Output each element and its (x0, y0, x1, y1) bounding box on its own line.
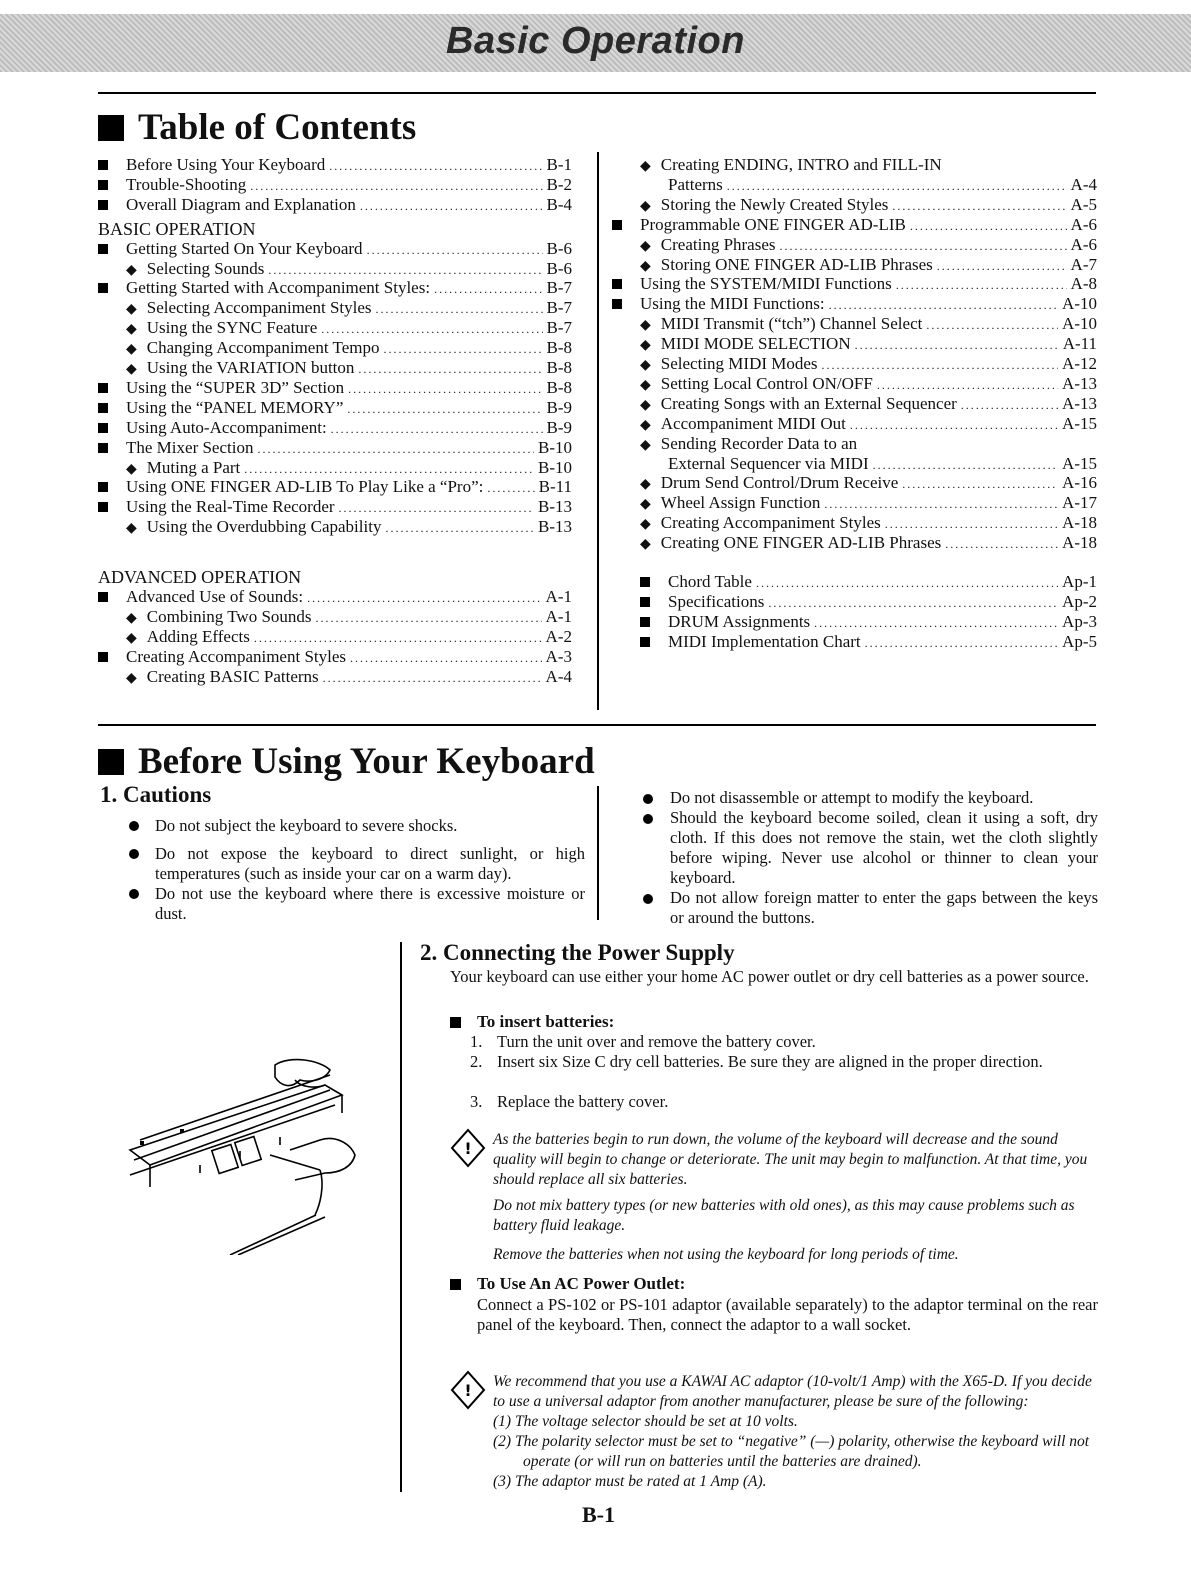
leader-dots (926, 318, 1058, 333)
toc-entry (126, 667, 572, 687)
square-bullet-icon (98, 423, 108, 433)
leader-dots (350, 651, 542, 666)
leader-dots (367, 243, 543, 258)
leader-dots (347, 402, 542, 417)
caution-left-1: Do not subject the keyboard to severe shocks. (155, 816, 458, 835)
leader-dots (945, 537, 1058, 552)
toc-page-ref: A-11 (1062, 334, 1097, 354)
toc-entry-text: Before Using Your Keyboard (126, 155, 326, 174)
battery-note-1: As the batteries begin to run down, the volume of the keyboard will decrease and the sound quality will begin to change or deteriorate. The unit may begin to malfunction. At that time, you should replace all six batteries. (493, 1131, 1088, 1188)
ac-item-1: (1) The voltage selector should be set at 10 volts. (493, 1413, 798, 1430)
caution-left-2: Do not expose the keyboard to direct sunlight, or high temperatures (such as inside your car on a warm day). (155, 844, 585, 883)
leader-dots (829, 298, 1058, 313)
warning-icon (450, 1128, 486, 1168)
toc-entry (640, 513, 1097, 533)
toc-page-ref: A-10 (1062, 294, 1097, 314)
toc-entry-text: Creating Phrases (660, 234, 776, 254)
toc-page-ref: B-8 (546, 377, 572, 397)
toc-entry-text: Using Auto-Accompaniment: (126, 417, 327, 437)
caution-right-3: Do not allow foreign matter to enter the gaps between the keys or around the buttons. (670, 888, 1098, 927)
toc-entry-text: Creating Songs with an External Sequencer (660, 393, 957, 413)
diamond-bullet-icon: ◆ (126, 630, 137, 646)
ac-item-3: (3) The adaptor must be rated at 1 Amp (A). (493, 1473, 767, 1490)
toc-entry-text: Selecting MIDI Modes (660, 354, 818, 373)
toc-page-ref: B-9 (546, 397, 572, 417)
leader-dots (358, 362, 542, 377)
diamond-bullet-icon: ◆ (126, 670, 137, 686)
batteries-heading (450, 1012, 614, 1032)
cautions-divider (597, 786, 599, 920)
toc-entry (640, 314, 1097, 334)
leader-dots (892, 199, 1066, 214)
toc-entry-text: Patterns (668, 174, 723, 194)
toc-entry-text: Accompaniment MIDI Out (660, 413, 846, 433)
battery-note-3: Remove the batteries when not using the keyboard for long periods of time. (493, 1246, 959, 1263)
toc-page-ref: B-10 (538, 457, 572, 477)
toc-entry-text: Creating ENDING, INTRO and FILL-IN (660, 155, 942, 174)
toc-entry (640, 592, 1097, 612)
toc-page-ref: B-13 (538, 517, 572, 537)
leader-dots (727, 179, 1067, 194)
bullet-dot-icon (129, 889, 139, 899)
power-intro: Your keyboard can use either your home AC power outlet or dry cell batteries as a power source. (450, 967, 1089, 986)
diamond-bullet-icon: ◆ (640, 258, 651, 274)
toc-entry-text: The Mixer Section (126, 437, 254, 457)
square-bullet-icon (98, 749, 124, 775)
diamond-bullet-icon: ◆ (640, 477, 651, 493)
toc-entry (126, 318, 572, 338)
toc-entry-text: Using ONE FINGER AD-LIB To Play Like a “Pro”: (126, 477, 484, 497)
toc-entry (668, 454, 1097, 474)
toc-entry (640, 632, 1097, 652)
toc-entry-text: Programmable ONE FINGER AD-LIB (640, 214, 906, 234)
toc-entry-text: Using the VARIATION button (146, 358, 355, 377)
toc-page-ref: A-17 (1062, 493, 1097, 513)
ac-item-2: (2) The polarity selector must be set to “negative” (—) polarity, otherwise the keyboard will not operate (or will run on batteries until the batteries are drained). (493, 1433, 1090, 1470)
square-bullet-icon (98, 443, 108, 453)
ac-heading-text: To Use An AC Power Outlet: (477, 1274, 686, 1293)
toc-page-ref: B-10 (538, 437, 572, 457)
bullet-dot-icon (129, 821, 139, 831)
diamond-bullet-icon: ◆ (126, 262, 137, 278)
toc-page-ref: B-7 (546, 318, 572, 338)
toc-page-ref: A-1 (545, 587, 572, 606)
leader-dots (268, 263, 542, 278)
toc-page-ref: A-6 (1070, 214, 1097, 234)
diamond-bullet-icon: ◆ (126, 362, 137, 377)
leader-dots (348, 382, 542, 397)
diamond-bullet-icon: ◆ (126, 610, 137, 626)
leader-dots (487, 481, 534, 496)
toc-page-ref: A-6 (1070, 234, 1097, 254)
square-bullet-icon (612, 279, 622, 289)
toc-page-ref: A-8 (1070, 274, 1097, 294)
toc-entry (640, 354, 1097, 374)
toc-entry (98, 477, 572, 497)
diamond-bullet-icon: ◆ (126, 521, 137, 537)
toc-entry (640, 374, 1097, 394)
battery-step-1: Turn the unit over and remove the battery cover. (497, 1032, 816, 1051)
toc-entry (98, 497, 572, 517)
toc-page-ref: B-7 (546, 278, 572, 298)
toc-entry-text: DRUM Assignments (668, 611, 811, 631)
diamond-bullet-icon: ◆ (640, 397, 651, 413)
toc-entry (98, 278, 572, 298)
toc-page-ref: Ap-2 (1062, 591, 1097, 611)
toc-page-ref: A-18 (1062, 513, 1097, 533)
toc-entry-text: Trouble-Shooting (126, 174, 247, 194)
toc-entry (98, 587, 572, 607)
leader-dots (768, 596, 1058, 611)
square-bullet-icon (98, 592, 108, 602)
toc-entry-text: Muting a Part (146, 457, 241, 477)
toc-entry-text: MIDI Transmit (“tch”) Channel Select (660, 314, 923, 334)
square-bullet-icon (640, 577, 650, 587)
header-rule (98, 92, 1096, 94)
square-bullet-icon (612, 220, 622, 230)
toc-entry-text: Overall Diagram and Explanation (126, 194, 356, 214)
header-title: Basic Operation (446, 20, 745, 62)
toc-entry-text: External Sequencer via MIDI (668, 453, 869, 473)
toc-entry (640, 493, 1097, 513)
diamond-bullet-icon: ◆ (640, 198, 651, 214)
leader-dots (434, 282, 542, 297)
square-bullet-icon (98, 383, 108, 393)
toc-entry-text: Using the “PANEL MEMORY” (126, 397, 344, 417)
toc-entry (98, 378, 572, 398)
square-bullet-icon (98, 244, 108, 254)
toc-entry-text: Using the Real-Time Recorder (126, 497, 335, 517)
leader-dots (814, 616, 1058, 631)
square-bullet-icon (98, 652, 108, 662)
square-bullet-icon (98, 403, 108, 413)
toc-page-ref: A-10 (1062, 314, 1097, 334)
toc-entry-text: Drum Send Control/Drum Receive (660, 473, 899, 493)
toc-entry (126, 458, 572, 478)
toc-page-ref: B-6 (546, 238, 572, 258)
toc-entry-text: Using the Overdubbing Capability (146, 517, 382, 537)
leader-dots (360, 199, 543, 214)
battery-step-number: 1. (470, 1032, 483, 1051)
toc-page-ref: A-4 (1070, 174, 1097, 194)
toc-page-ref: A-13 (1062, 393, 1097, 413)
toc-page-ref: B-4 (546, 194, 572, 214)
ac-heading (450, 1274, 685, 1294)
diamond-bullet-icon: ◆ (126, 342, 137, 358)
toc-entry-text: Selecting Sounds (146, 258, 265, 278)
square-bullet-icon (98, 160, 108, 170)
toc-page-ref: A-16 (1062, 473, 1097, 493)
toc-page-ref: A-3 (545, 646, 572, 666)
toc-page-ref: Ap-3 (1062, 611, 1097, 631)
diamond-bullet-icon: ◆ (640, 517, 651, 533)
toc-entry-text: Combining Two Sounds (146, 606, 312, 626)
toc-entry (126, 259, 572, 279)
toc-section-heading (98, 219, 256, 240)
toc-entry (640, 434, 1097, 454)
square-bullet-icon (612, 299, 622, 309)
diamond-bullet-icon: ◆ (640, 238, 651, 254)
toc-entry (126, 358, 572, 378)
toc-entry (98, 647, 572, 667)
toc-page-ref: A-13 (1062, 373, 1097, 393)
square-bullet-icon (98, 482, 108, 492)
toc-entry-text: Using the MIDI Functions: (640, 294, 825, 314)
toc-entry (98, 175, 572, 195)
toc-entry-text: Getting Started with Accompaniment Styles: (126, 278, 431, 298)
toc-entry (612, 274, 1097, 294)
leader-dots (254, 631, 542, 646)
leader-dots (937, 259, 1067, 274)
diamond-bullet-icon: ◆ (640, 437, 651, 453)
toc-entry-text: Storing ONE FINGER AD-LIB Phrases (660, 254, 933, 274)
toc-column-divider (597, 152, 599, 710)
diamond-bullet-icon: ◆ (640, 318, 651, 334)
battery-step-number: 2. (470, 1052, 483, 1071)
caution-left-3: Do not use the keyboard where there is excessive moisture or dust. (155, 884, 585, 923)
toc-entry (98, 418, 572, 438)
square-bullet-icon (98, 115, 124, 141)
toc-title-text: Table of Contents (138, 107, 417, 148)
square-bullet-icon (640, 617, 650, 627)
diamond-bullet-icon: ◆ (640, 358, 651, 373)
toc-page-ref: B-8 (546, 338, 572, 358)
leader-dots (756, 576, 1058, 591)
warning-icon (450, 1370, 486, 1410)
square-bullet-icon (98, 283, 108, 293)
toc-entry-text: Setting Local Control ON/OFF (660, 373, 873, 393)
toc-entry (640, 334, 1097, 354)
diamond-bullet-icon: ◆ (640, 497, 651, 513)
square-bullet-icon (98, 180, 108, 190)
toc-page-ref: B-9 (546, 417, 572, 437)
square-bullet-icon (450, 1279, 461, 1290)
toc-page-ref: B-2 (546, 174, 572, 194)
diamond-bullet-icon: ◆ (640, 417, 651, 433)
battery-step-2: Insert six Size C dry cell batteries. Be sure they are aligned in the proper direction. (497, 1052, 1043, 1071)
leader-dots (376, 302, 543, 317)
toc-entry (640, 235, 1097, 255)
leader-dots (961, 398, 1058, 413)
toc-entry (640, 414, 1097, 434)
toc-entry (126, 298, 572, 318)
toc-entry-text: Advanced Use of Sounds: (126, 587, 304, 606)
bullet-dot-icon (129, 849, 139, 859)
toc-section-heading (98, 567, 301, 588)
toc-entry-text: Using the SYSTEM/MIDI Functions (640, 274, 892, 294)
toc-page-ref: A-4 (545, 666, 572, 686)
leader-dots (257, 442, 534, 457)
toc-entry-text: Adding Effects (146, 626, 250, 646)
toc-page-ref: B-11 (538, 477, 572, 497)
toc-page-ref: Ap-5 (1062, 631, 1097, 651)
toc-page-ref: A-18 (1062, 533, 1097, 553)
bullet-dot-icon (643, 894, 653, 904)
toc-entry (668, 175, 1097, 195)
diamond-bullet-icon: ◆ (640, 537, 651, 553)
leader-dots (250, 179, 542, 194)
toc-page-ref: A-15 (1062, 413, 1097, 433)
leader-dots (307, 591, 541, 606)
battery-note-2: Do not mix battery types (or new batteries with old ones), as this may cause problems such as battery fluid leakage. (493, 1197, 1075, 1234)
batteries-heading-text: To insert batteries: (477, 1012, 615, 1031)
toc-title (98, 106, 416, 149)
toc-page-ref: B-1 (546, 155, 572, 174)
power-heading: 2. Connecting the Power Supply (420, 940, 735, 965)
leader-dots (865, 636, 1058, 651)
cautions-heading: 1. Cautions (100, 782, 212, 807)
toc-page-ref: Ap-1 (1062, 572, 1097, 591)
battery-step-3: Replace the battery cover. (497, 1092, 669, 1111)
toc-page-ref: B-13 (538, 497, 572, 517)
leader-dots (910, 219, 1067, 234)
section-rule (98, 724, 1096, 726)
toc-entry (612, 294, 1097, 314)
toc-page-ref: A-5 (1070, 194, 1097, 214)
toc-page-ref: A-12 (1062, 354, 1097, 373)
toc-entry (640, 155, 1097, 175)
toc-entry-text: Creating ONE FINGER AD-LIB Phrases (660, 533, 942, 553)
toc-entry-text: Sending Recorder Data to an (660, 433, 858, 453)
before-title (98, 740, 595, 783)
toc-entry-text: Getting Started On Your Keyboard (126, 238, 363, 258)
square-bullet-icon (640, 597, 650, 607)
power-divider (400, 942, 402, 1492)
diamond-bullet-icon: ◆ (126, 461, 137, 477)
toc-entry-text: Creating Accompaniment Styles (660, 513, 881, 533)
ac-note: We recommend that you use a KAWAI AC adaptor (10-volt/1 Amp) with the X65-D. If you decide to use a universal adaptor from another manufacturer, please be sure of the following: (493, 1373, 1092, 1410)
toc-entry (640, 394, 1097, 414)
leader-dots (316, 611, 542, 626)
diamond-bullet-icon: ◆ (126, 302, 137, 318)
before-title-text: Before Using Your Keyboard (138, 741, 595, 782)
toc-entry (126, 338, 572, 358)
leader-dots (321, 322, 542, 337)
caution-right-2: Should the keyboard become soiled, clean it using a soft, dry cloth. If this does not remove the stain, wet the cloth slightly before wiping. Never use alcohol or thinner to clean your keyboard. (670, 808, 1098, 887)
toc-entry-text: Creating BASIC Patterns (146, 666, 319, 686)
toc-entry-text: Storing the Newly Created Styles (660, 194, 889, 214)
diamond-bullet-icon: ◆ (640, 377, 651, 393)
toc-section-heading-text: ADVANCED OPERATION (98, 567, 302, 588)
caution-right-1: Do not disassemble or attempt to modify the keyboard. (670, 788, 1034, 807)
toc-entry (640, 612, 1097, 632)
toc-entry-text: Creating Accompaniment Styles (126, 646, 347, 666)
toc-entry-text: Using the “SUPER 3D” Section (126, 377, 345, 397)
toc-entry (640, 255, 1097, 275)
leader-dots (822, 358, 1059, 373)
leader-dots (780, 239, 1067, 254)
battery-step-number: 3. (470, 1092, 483, 1111)
toc-entry (98, 239, 572, 259)
bullet-dot-icon (643, 794, 653, 804)
leader-dots (824, 497, 1058, 512)
toc-section-heading-text: BASIC OPERATION (98, 218, 256, 239)
leader-dots (329, 159, 542, 174)
leader-dots (323, 671, 542, 686)
leader-dots (873, 458, 1058, 473)
toc-entry-text: MIDI Implementation Chart (668, 631, 861, 651)
leader-dots (331, 422, 543, 437)
toc-entry (98, 398, 572, 418)
toc-entry (612, 215, 1097, 235)
toc-entry-text: Specifications (668, 591, 765, 611)
leader-dots (896, 278, 1067, 293)
toc-page-ref: A-1 (545, 606, 572, 626)
toc-entry (98, 438, 572, 458)
page-number: B-1 (582, 1502, 615, 1527)
leader-dots (385, 521, 534, 536)
toc-entry-text: Using the SYNC Feature (146, 318, 318, 338)
toc-page-ref: B-6 (546, 258, 572, 278)
toc-entry-text: MIDI MODE SELECTION (660, 334, 851, 354)
square-bullet-icon (98, 200, 108, 210)
toc-entry (126, 607, 572, 627)
leader-dots (877, 378, 1058, 393)
square-bullet-icon (98, 502, 108, 512)
bullet-dot-icon (643, 814, 653, 824)
leader-dots (339, 501, 534, 516)
toc-entry (98, 195, 572, 215)
toc-entry-text: Selecting Accompaniment Styles (146, 298, 372, 318)
toc-entry (126, 517, 572, 537)
diamond-bullet-icon: ◆ (640, 159, 651, 174)
leader-dots (244, 462, 534, 477)
toc-entry (640, 473, 1097, 493)
toc-entry (640, 533, 1097, 553)
leader-dots (855, 338, 1059, 353)
battery-insertion-illustration (120, 1055, 370, 1255)
svg-text:!: ! (464, 1381, 472, 1400)
toc-entry (98, 155, 572, 175)
toc-page-ref: A-2 (545, 626, 572, 646)
toc-entry-text: Changing Accompaniment Tempo (146, 338, 380, 358)
leader-dots (902, 477, 1058, 492)
leader-dots (885, 517, 1058, 532)
square-bullet-icon (450, 1017, 461, 1028)
diamond-bullet-icon: ◆ (126, 322, 137, 338)
toc-entry (640, 572, 1097, 592)
square-bullet-icon (640, 637, 650, 647)
toc-entry-text: Chord Table (668, 572, 752, 591)
toc-page-ref: A-15 (1062, 453, 1097, 473)
toc-entry (640, 195, 1097, 215)
ac-text: Connect a PS-102 or PS-101 adaptor (available separately) to the adaptor terminal on the rear panel of the keyboard. Then, connect the adaptor to a wall socket. (477, 1295, 1098, 1334)
leader-dots (383, 342, 542, 357)
toc-page-ref: B-8 (546, 358, 572, 377)
toc-entry (126, 627, 572, 647)
leader-dots (850, 418, 1058, 433)
diamond-bullet-icon: ◆ (640, 338, 651, 354)
svg-text:!: ! (464, 1139, 472, 1158)
toc-entry-text: Wheel Assign Function (660, 493, 821, 513)
toc-page-ref: B-7 (546, 298, 572, 318)
toc-page-ref: A-7 (1070, 254, 1097, 274)
